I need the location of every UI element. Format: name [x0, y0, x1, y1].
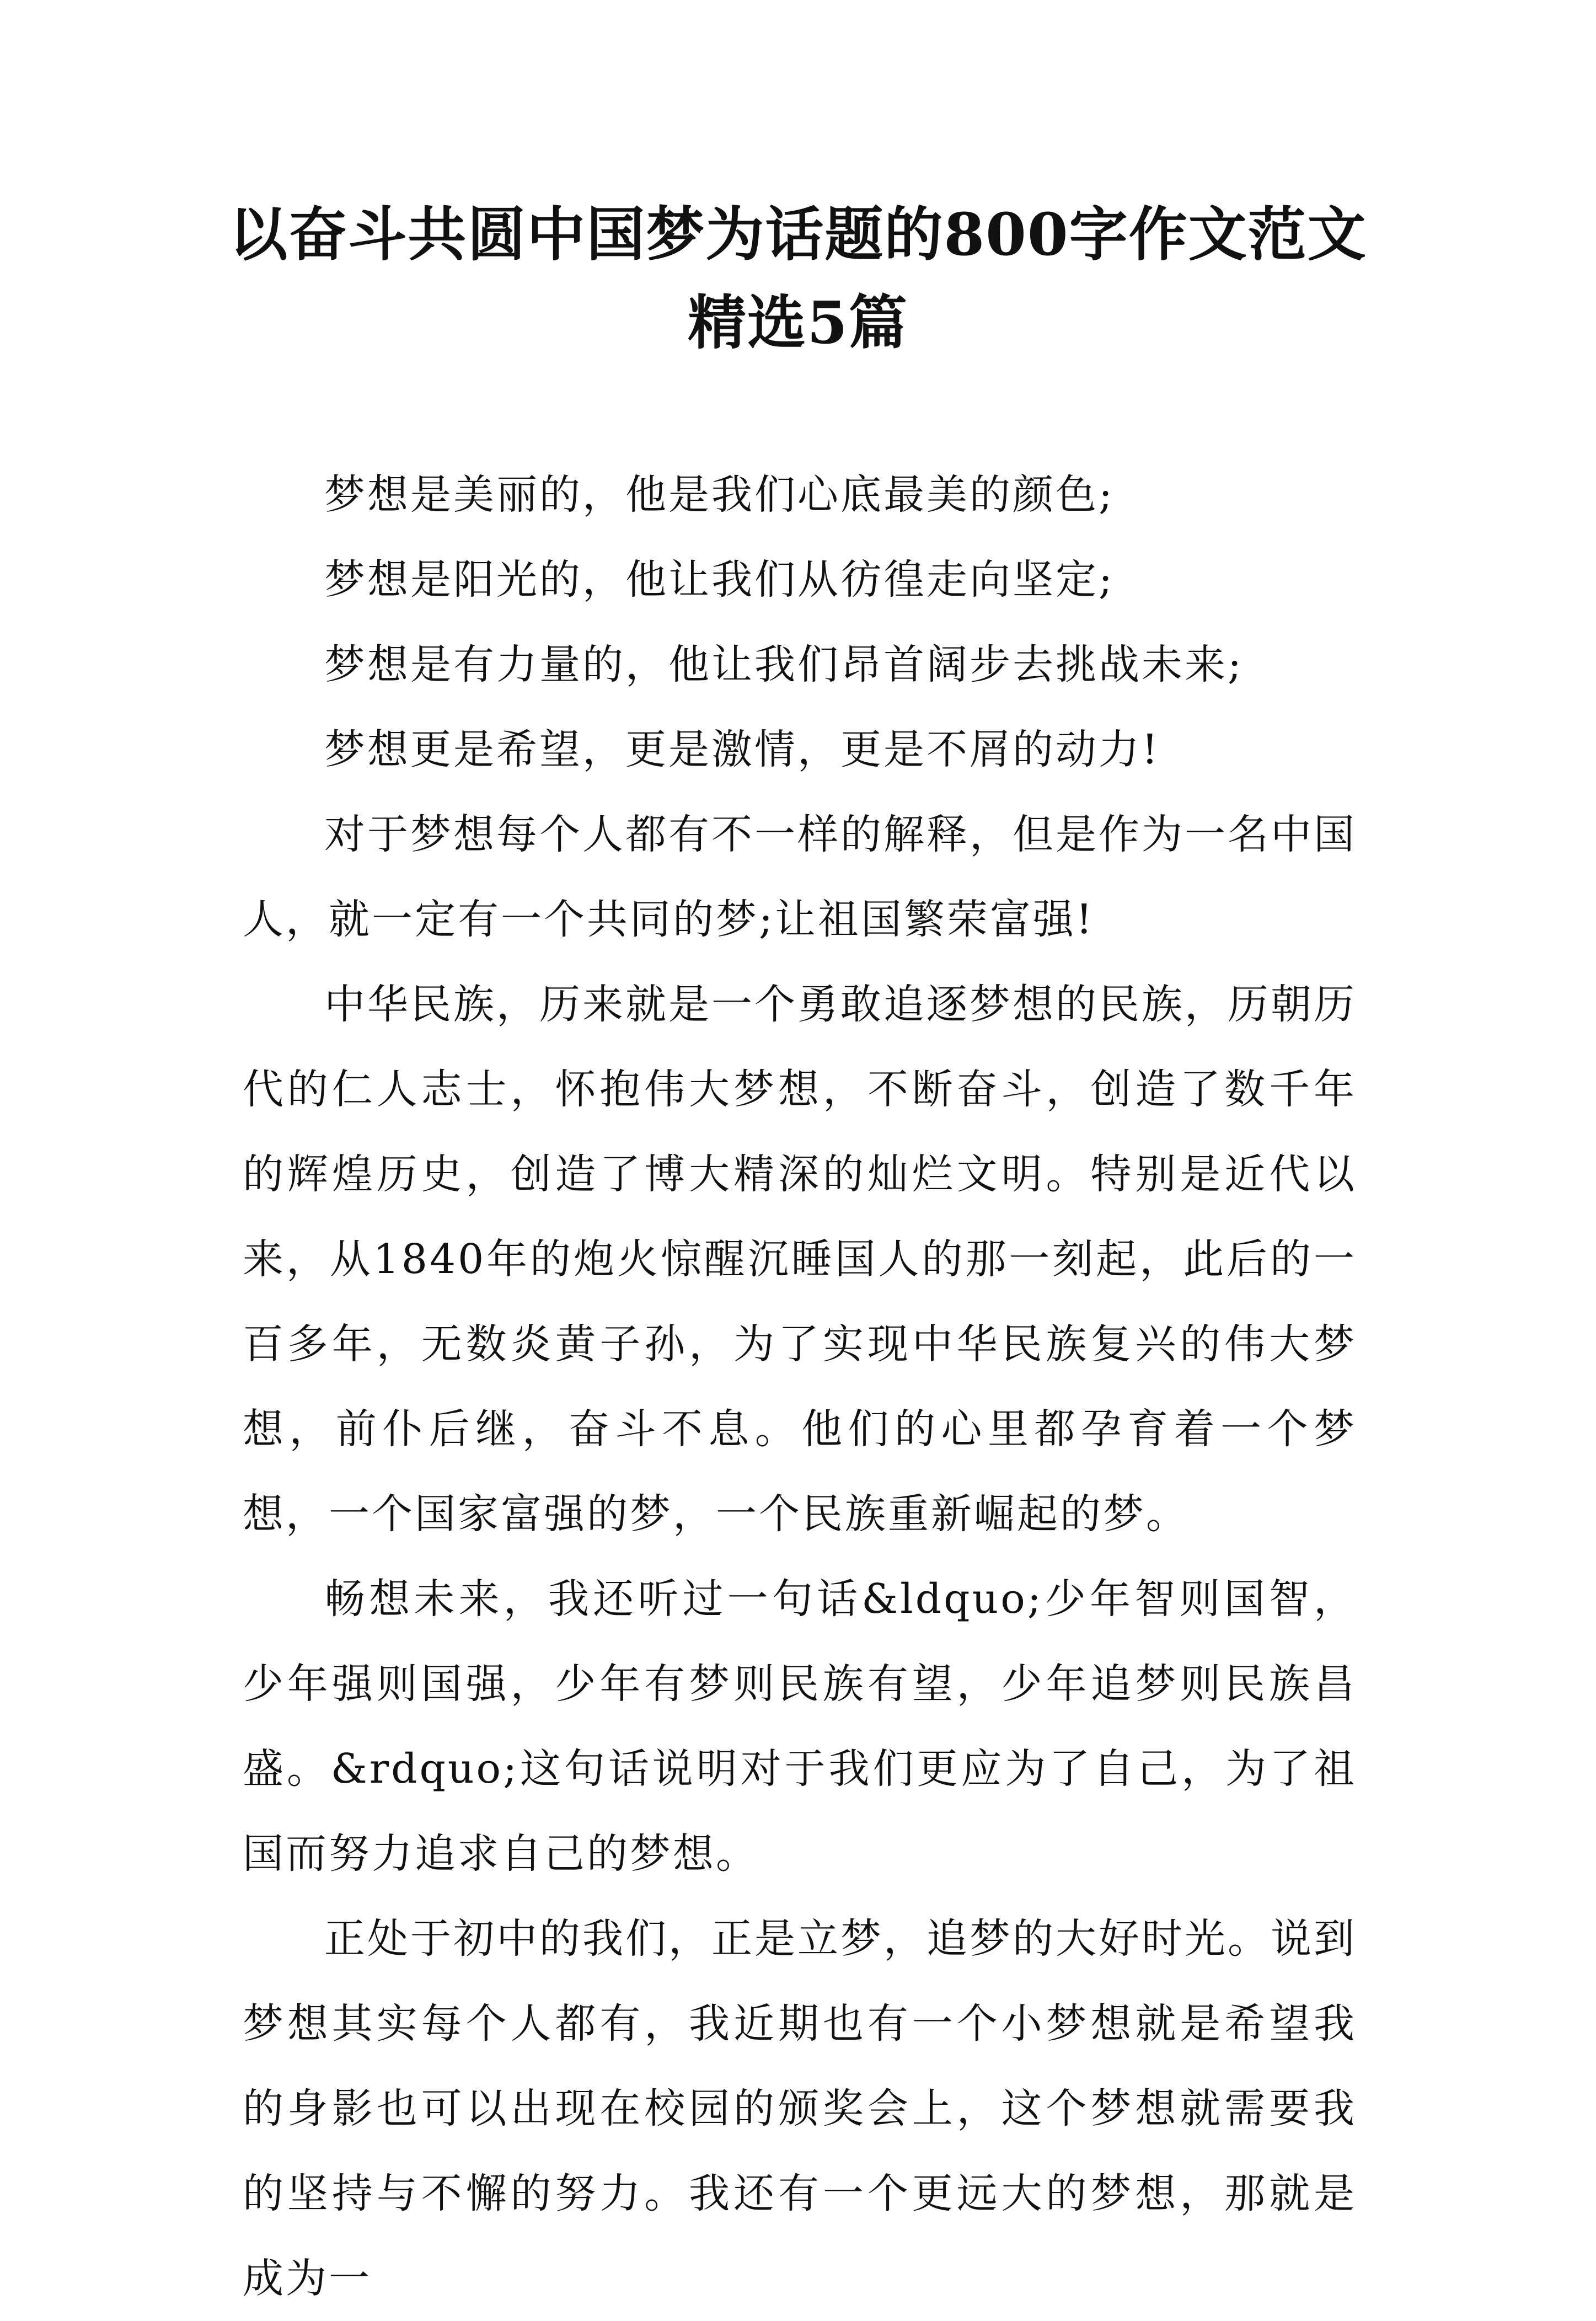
paragraph: 梦想是美丽的，他是我们心底最美的颜色; [324, 471, 1115, 518]
paragraph: 对于梦想每个人都有不一样的解释，但是作为一名中国人，就一定有一个共同的梦;让祖国繁荣富强! [243, 811, 1357, 943]
paragraph: 梦想是有力量的，他让我们昂首阔步去挑战未来; [324, 641, 1244, 688]
paragraph: 正处于初中的我们，正是立梦，追梦的大好时光。说到梦想其实每个人都有，我近期也有一个小梦想就是希望我的身影也可以出现在校园的颁奖会上，这个梦想就需要我的坚持与不懈的努力。我还有一个更远大的梦想，那就是成为一 [243, 1915, 1357, 2302]
document-title-line-2: 精选5篇 [688, 288, 908, 357]
paragraph: 梦想是阳光的，他让我们从彷徨走向坚定; [324, 556, 1115, 603]
paragraph: 畅想未来，我还听过一句话&ldquo;少年智则国智，少年强则国强，少年有梦则民族有望，少年追梦则民族昌盛。&rdquo;这句话说明对于我们更应为了自己，为了祖国而努力追求自己的梦想。 [243, 1575, 1357, 1878]
document-title-line-1: 以奋斗共圆中国梦为话题的800字作文范文 [229, 200, 1367, 269]
document-body [243, 452, 1357, 2321]
paragraph: 梦想更是希望，更是激情，更是不屑的动力! [324, 726, 1160, 773]
paragraph: 中华民族，历来就是一个勇敢追逐梦想的民族，历朝历代的仁人志士，怀抱伟大梦想，不断奋斗，创造了数千年的辉煌历史，创造了博大精深的灿烂文明。特别是近代以来，从1840年的炮火惊醒沉睡国人的那一刻起，此后的一百多年，无数炎黄子孙，为了实现中华民族复兴的伟大梦想，前仆后继，奋斗不息。他们的心里都孕育着一个梦想，一个国家富强的梦，一个民族重新崛起的梦。 [243, 981, 1357, 1538]
